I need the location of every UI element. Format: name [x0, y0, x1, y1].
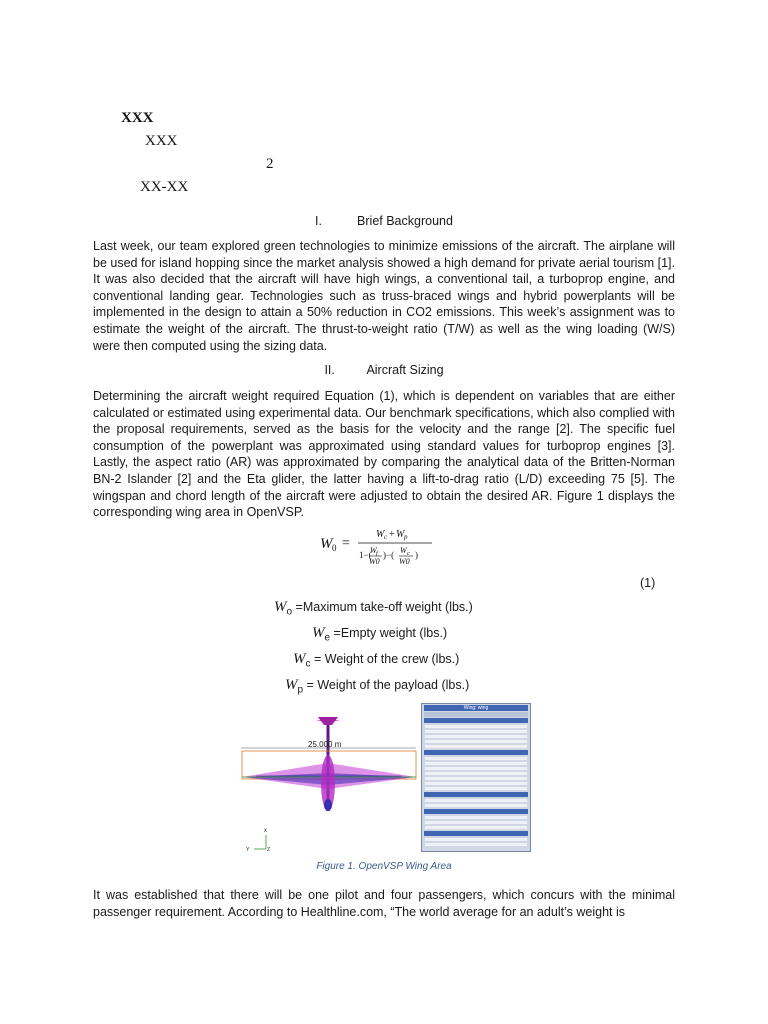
section-heading-1	[0, 214, 768, 228]
panel-slider-row[interactable]	[425, 777, 527, 780]
section-number: II.	[324, 363, 335, 377]
svg-text:): )	[415, 550, 418, 560]
axis-z-label: Z	[267, 847, 271, 852]
paragraph-crew-weight: It was established that there will be one pilot and four passengers, which concurs with the minimal passenger requirement. According to Healthline.com, “The world average for an adult’s weight is	[93, 888, 675, 919]
symbol: W	[293, 651, 306, 667]
section-title: Aircraft Sizing	[366, 363, 444, 377]
svg-text:c: c	[384, 533, 388, 541]
panel-section-header	[424, 792, 528, 797]
svg-text:c: c	[407, 551, 410, 557]
svg-text:W: W	[376, 529, 385, 540]
svg-text:p: p	[404, 533, 408, 541]
symbol: W	[285, 677, 298, 693]
panel-button-row[interactable]	[425, 843, 527, 846]
definition-max-takeoff-weight	[274, 599, 473, 618]
panel-slider-row[interactable]	[425, 725, 527, 728]
paragraph-sizing: Determining the aircraft weight required Equation (1), which is dependent on variables that are either calculated or estimated using experimental data. Our benchmark specifications, which also complied with the proposal requirements, served as the basis for the velocity and the range [2]. The specific fuel consumption of the powerplant was approximated using standard values for turboprop engines [3]. Lastly, the aspect ratio (AR) was approximated by comparing the analytical data of the Britten-Norman BN-2 Islander [2] and the Eta glider, the latter having a lift-to-drag ratio (L/D) exceeding 75 [5]. The wingspan and chord length of the aircraft were adjusted to obtain the desired AR. Figure 1 displays the corresponding wing area in OpenVSP.	[93, 389, 675, 520]
definition-text: = Weight of the payload (lbs.)	[306, 678, 470, 692]
svg-text:)−(: )−(	[383, 550, 395, 560]
section-number: I.	[315, 214, 322, 228]
svg-text:W0: W0	[369, 557, 380, 566]
symbol-subscript: e	[324, 632, 331, 644]
svg-text:W: W	[396, 529, 405, 540]
panel-slider-row[interactable]	[425, 787, 527, 790]
definition-text: =Maximum take-off weight (lbs.)	[295, 600, 473, 614]
panel-tab-bar[interactable]	[424, 712, 528, 717]
svg-text:W: W	[370, 546, 377, 555]
symbol-subscript: o	[286, 606, 293, 618]
axis-x-label: x	[264, 828, 267, 834]
definition-text: = Weight of the crew (lbs.)	[313, 652, 460, 666]
svg-text:W: W	[400, 546, 407, 555]
panel-slider-row[interactable]	[425, 782, 527, 785]
panel-slider-row[interactable]	[425, 730, 527, 733]
definition-text: =Empty weight (lbs.)	[333, 626, 448, 640]
openvsp-wing-figure	[236, 703, 531, 852]
panel-button-row[interactable]	[425, 838, 527, 841]
panel-slider-row[interactable]	[425, 762, 527, 765]
panel-slider-row[interactable]	[425, 799, 527, 802]
axis-y-label: Y	[246, 847, 250, 852]
svg-text:f: f	[376, 551, 378, 557]
wing-render	[236, 703, 421, 852]
panel-section-header	[424, 718, 528, 723]
section-title: Brief Background	[357, 214, 453, 228]
svg-text:1−(: 1−(	[359, 550, 372, 560]
panel-slider-row[interactable]	[425, 821, 527, 824]
header-line-1: XXX	[121, 110, 154, 126]
panel-section-header	[424, 809, 528, 814]
svg-text:W0: W0	[399, 557, 410, 566]
svg-text:0: 0	[332, 543, 337, 553]
definition-crew-weight	[293, 651, 459, 670]
panel-slider-row[interactable]	[425, 816, 527, 819]
equation-number: (1)	[640, 576, 656, 590]
panel-slider-row[interactable]	[425, 745, 527, 748]
svg-text:W: W	[320, 536, 333, 552]
weight-equation	[318, 526, 438, 568]
definition-empty-weight	[312, 625, 447, 644]
panel-slider-row[interactable]	[425, 826, 527, 829]
panel-slider-row[interactable]	[425, 757, 527, 760]
panel-section-header	[424, 831, 528, 836]
panel-slider-row[interactable]	[425, 767, 527, 770]
symbol: W	[312, 625, 325, 641]
section-heading-2	[0, 363, 768, 377]
symbol-subscript: c	[305, 658, 311, 670]
symbol-subscript: p	[297, 684, 304, 696]
panel-title: Wing: wing	[424, 705, 528, 711]
span-dimension-label: 25.000 m	[308, 740, 342, 749]
panel-slider-row[interactable]	[425, 804, 527, 807]
wing-geometry-panel[interactable]	[421, 703, 531, 852]
figure-caption: Figure 1. OpenVSP Wing Area	[316, 861, 452, 872]
definition-payload-weight	[285, 677, 469, 696]
svg-text:=: =	[342, 536, 350, 551]
panel-slider-row[interactable]	[425, 740, 527, 743]
header-line-2: XXX	[145, 133, 178, 149]
symbol: W	[274, 599, 287, 615]
panel-section-header	[424, 750, 528, 755]
panel-slider-row[interactable]	[425, 772, 527, 775]
header-line-4: XX-XX	[140, 179, 189, 195]
svg-text:+: +	[389, 529, 395, 540]
header-line-3: 2	[266, 156, 274, 172]
paragraph-background: Last week, our team explored green technologies to minimize emissions of the aircraft. The airplane will be used for island hopping since the market analysis showed a high demand for private aerial tourism [1]. It was also decided that the aircraft will have high wings, a conventional tail, a turboprop engine, and conventional landing gear. Technologies such as truss-braced wings and hybrid powerplants will be implemented in the design to attain a 50% reduction in CO2 emissions. This week’s assignment was to estimate the weight of the aircraft. The thrust-to-weight ratio (T/W) as well as the wing loading (W/S) were then computed using the sizing data.	[93, 239, 675, 353]
panel-slider-row[interactable]	[425, 735, 527, 738]
